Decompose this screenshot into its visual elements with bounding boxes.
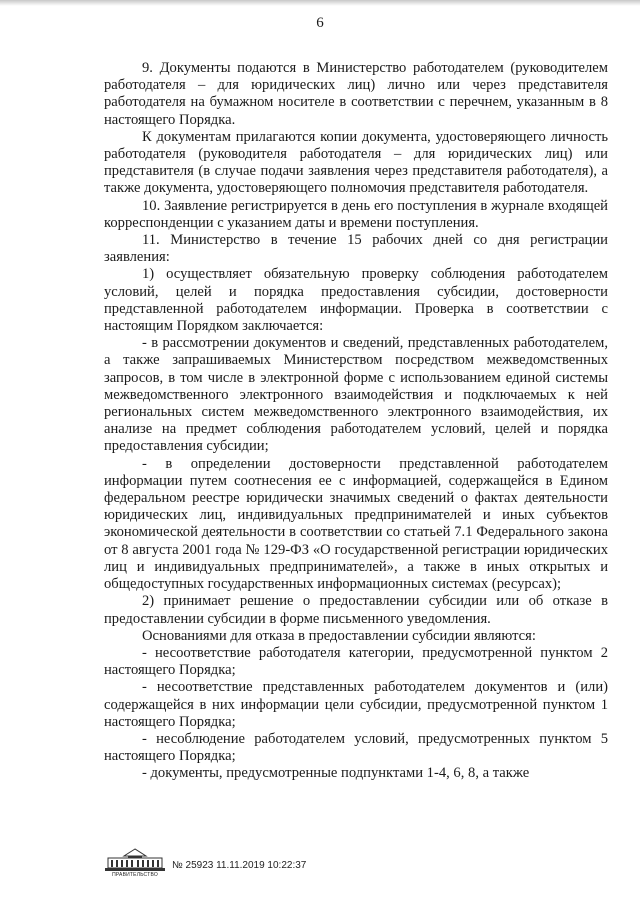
paragraph: 9. Документы подаются в Министерство работодателем (руководителем работодателя – для юридических лиц) лично или через представителя работодателя на бумажном носителе в соответствии с перечнем, указанным в 8 настоящего Порядка. [104, 60, 608, 128]
paragraph: - несоблюдение работодателем условий, предусмотренных пунктом 5 настоящего Порядка; [104, 730, 608, 765]
emblem-caption: ПРАВИТЕЛЬСТВО [112, 872, 158, 878]
document-footer [104, 848, 608, 882]
scan-edge [0, 0, 640, 6]
paragraph: 2) принимает решение о предоставлении субсидии или об отказе в предоставлении субсидии в форме письменного уведомления. [104, 593, 608, 627]
paragraph: Основаниями для отказа в предоставлении субсидии являются: [142, 627, 536, 644]
paragraph: - несоответствие представленных работодателем документов и (или) содержащейся в них информации цели субсидии, предусмотренной пунктом 1 настоящего Порядка; [104, 679, 608, 730]
paragraph: - в рассмотрении документов и сведений, представленных работодателем, а также запрашиваемых Министерством посредством межведомственных запросов, в том числе в электронной форме с использованием единой системы межведомственного электронного взаимодействия и подключаемых к ней региональных систем межведомственного электронного взаимодействия, их анализе на предмет соблюдения работодателем условий, целей и порядка предоставления субсидии; [104, 335, 608, 455]
paragraph: К документам прилагаются копии документа, удостоверяющего личность работодателя (руководителя работодателя – для юридических лиц) или представителя (в случае подачи заявления через представителя работодателя), а также документа, удостоверяющего полномочия представителя работодателя. [104, 128, 608, 197]
paragraph: - документы, предусмотренные подпунктами 1-4, 6, 8, а также [142, 765, 530, 782]
paragraph: - в определении достоверности представленной работодателем информации путем соотнесения ее с информацией, содержащейся в Едином федеральном реестре юридически значимых сведений о фактах деятельности юридических лиц, индивидуальных предпринимателей и иных субъектов экономической деятельности в соответствии со статьей 7.1 Федерального закона от 8 августа 2001 года № 129-ФЗ «О государственной регистрации юридических лиц и индивидуальных предпринимателей», а также в иных открытых и общедоступных государственных информационных системах (ресурсах); [104, 455, 608, 593]
registration-stamp: № 25923 11.11.2019 10:22:37 [172, 860, 307, 871]
paragraph: 1) осуществляет обязательную проверку соблюдения работодателем условий, целей и порядка предоставления субсидии, достоверности представленной работодателем информации. Проверка в соответствии с настоящим Порядком заключается: [104, 266, 608, 335]
paragraph: 10. Заявление регистрируется в день его поступления в журнале входящей корреспонденции с указанием даты и времени поступления. [104, 197, 608, 231]
page-number: 6 [316, 15, 324, 31]
document-body [104, 60, 608, 783]
paragraph: - несоответствие работодателя категории, предусмотренной пунктом 2 настоящего Порядка; [104, 644, 608, 679]
paragraph: 11. Министерство в течение 15 рабочих дней со дня регистрации заявления: [104, 232, 608, 266]
